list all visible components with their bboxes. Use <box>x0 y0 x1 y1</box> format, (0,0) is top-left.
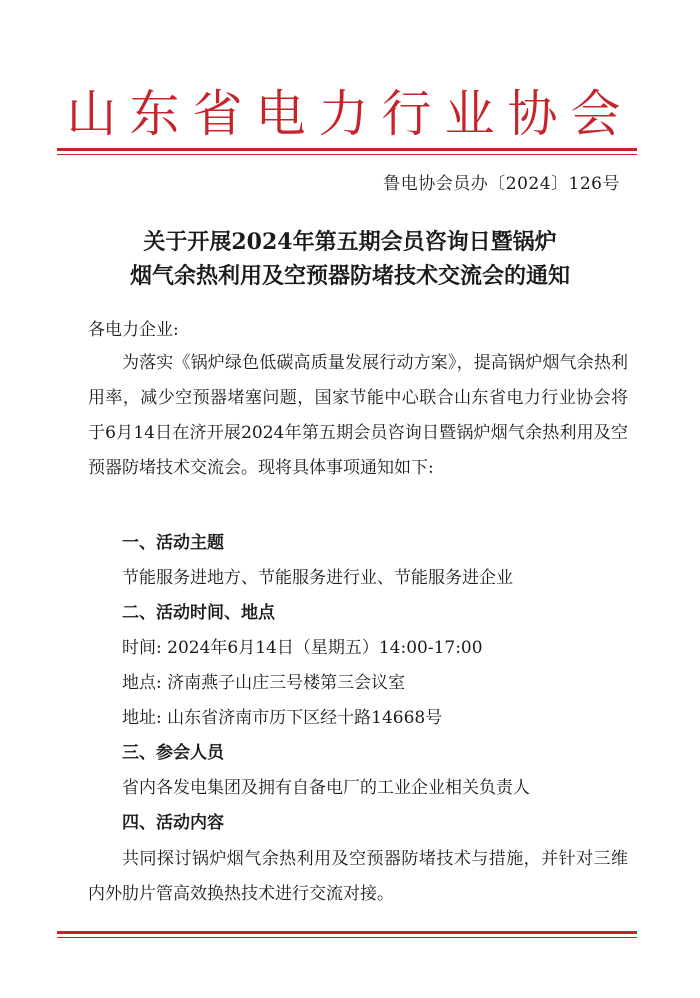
event-place: 地点: 济南燕子山庄三号楼第三会议室 <box>122 673 406 693</box>
section-participants-heading: 三、参会人员 <box>122 743 224 763</box>
section-content-heading: 四、活动内容 <box>122 813 224 833</box>
notice-title <box>70 225 630 293</box>
footer-rule-thin <box>57 937 637 938</box>
section-theme-heading: 一、活动主题 <box>122 533 224 553</box>
letterhead-org-name: 山东省电力行业协会 <box>66 85 634 143</box>
footer-rule-thick <box>57 931 637 934</box>
letterhead-rule-thin <box>57 154 637 155</box>
event-time: 时间: 2024年6月14日（星期五）14:00-17:00 <box>122 638 483 658</box>
section-participants-text: 省内各发电集团及拥有自备电厂的工业企业相关负责人 <box>122 778 530 798</box>
section-time-place-heading: 二、活动时间、地点 <box>122 603 275 623</box>
document-number: 鲁电协会员办〔2024〕126号 <box>383 174 620 194</box>
section-content-text: 共同探讨锅炉烟气余热利用及空预器防堵技术与措施，并针对三维内外肋片管高效换热技术进行交流对接。 <box>88 849 628 904</box>
intro-paragraph: 为落实《锅炉绿色低碳高质量发展行动方案》，提高锅炉烟气余热利用率，减少空预器堵塞问题，国家节能中心联合山东省电力行业协会将于6月14日在济开展2024年第五期会员咨询日暨锅炉烟气余热利用及空预器防堵技术交流会。现将具体事项通知如下: <box>88 353 628 478</box>
notice-title-line-2: 烟气余热利用及空预器防堵技术交流会的通知 <box>129 263 570 289</box>
event-address: 地址: 山东省济南市历下区经十路14668号 <box>122 708 443 728</box>
section-theme-text: 节能服务进地方、节能服务进行业、节能服务进企业 <box>122 568 513 588</box>
notice-title-line-1: 关于开展2024年第五期会员咨询日暨锅炉 <box>143 229 557 255</box>
salutation: 各电力企业: <box>88 320 179 340</box>
letterhead-rule-thick <box>57 148 637 151</box>
